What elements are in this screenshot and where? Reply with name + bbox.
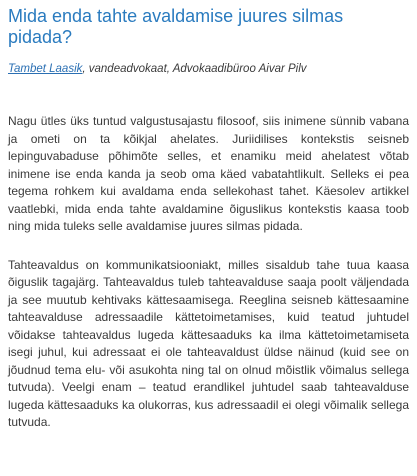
article-body bbox=[8, 113, 409, 432]
paragraph-1: Nagu ütles üks tuntud valgustusajastu filosoof, siis inimene sünnib vabana ja ometi on ta kõikjal ahelates. Juriidilises kontekstis seisneb lepinguvabaduse põhimõte selles, et enamiku meid ahelatest võtab inimene ise enda kanda ja seob oma käed vabatahtlikult. Selleks ei pea tegema rohkem kui avaldama enda sellekohast tahet. Käesolev artikkel vaatlebki, mida enda tahte avaldamine õiguslikus kontekstis kaasa toob ning mida tuleks selle avaldamise juures silmas pidada. bbox=[8, 114, 409, 233]
author-link[interactable]: Tambet Laasik bbox=[8, 63, 83, 75]
author-details: , vandeadvokaat, Advokaadibüroo Aivar Pilv bbox=[82, 63, 307, 75]
paragraph-2: Tahteavaldus on kommunikatsiooniakt, milles sisaldub tahe tuua kaasa õiguslik tagajärg. Tahteavaldus tuleb tahteavalduse saaja poolt väljendada ja see muutub kehtivaks kättesaamisega. Reeglina seisneb kättesaamine tahteavalduse adressaadile kättetoimetamises, kuid teatud juhtudel võidakse tahteavaldus lugeda kättesaaduks ka ilma kättetoimetamiseta isegi juhul, kui adressaat ei ole tahteavaldust üldse näinud (kuid see on jõudnud tema elu- või asukohta ning tal on olnud mõistlik võimalus sellega tutvuda). Veelgi enam – teatud erandlikel juhtudel saab tahteavalduse lugeda kättesaaduks ka olukorras, kus adressaadil ei olegi võimalik sellega tutvuda. bbox=[8, 257, 409, 429]
author-line bbox=[8, 62, 409, 77]
article-title: Mida enda tahte avaldamise juures silmas pidada? bbox=[8, 6, 344, 47]
